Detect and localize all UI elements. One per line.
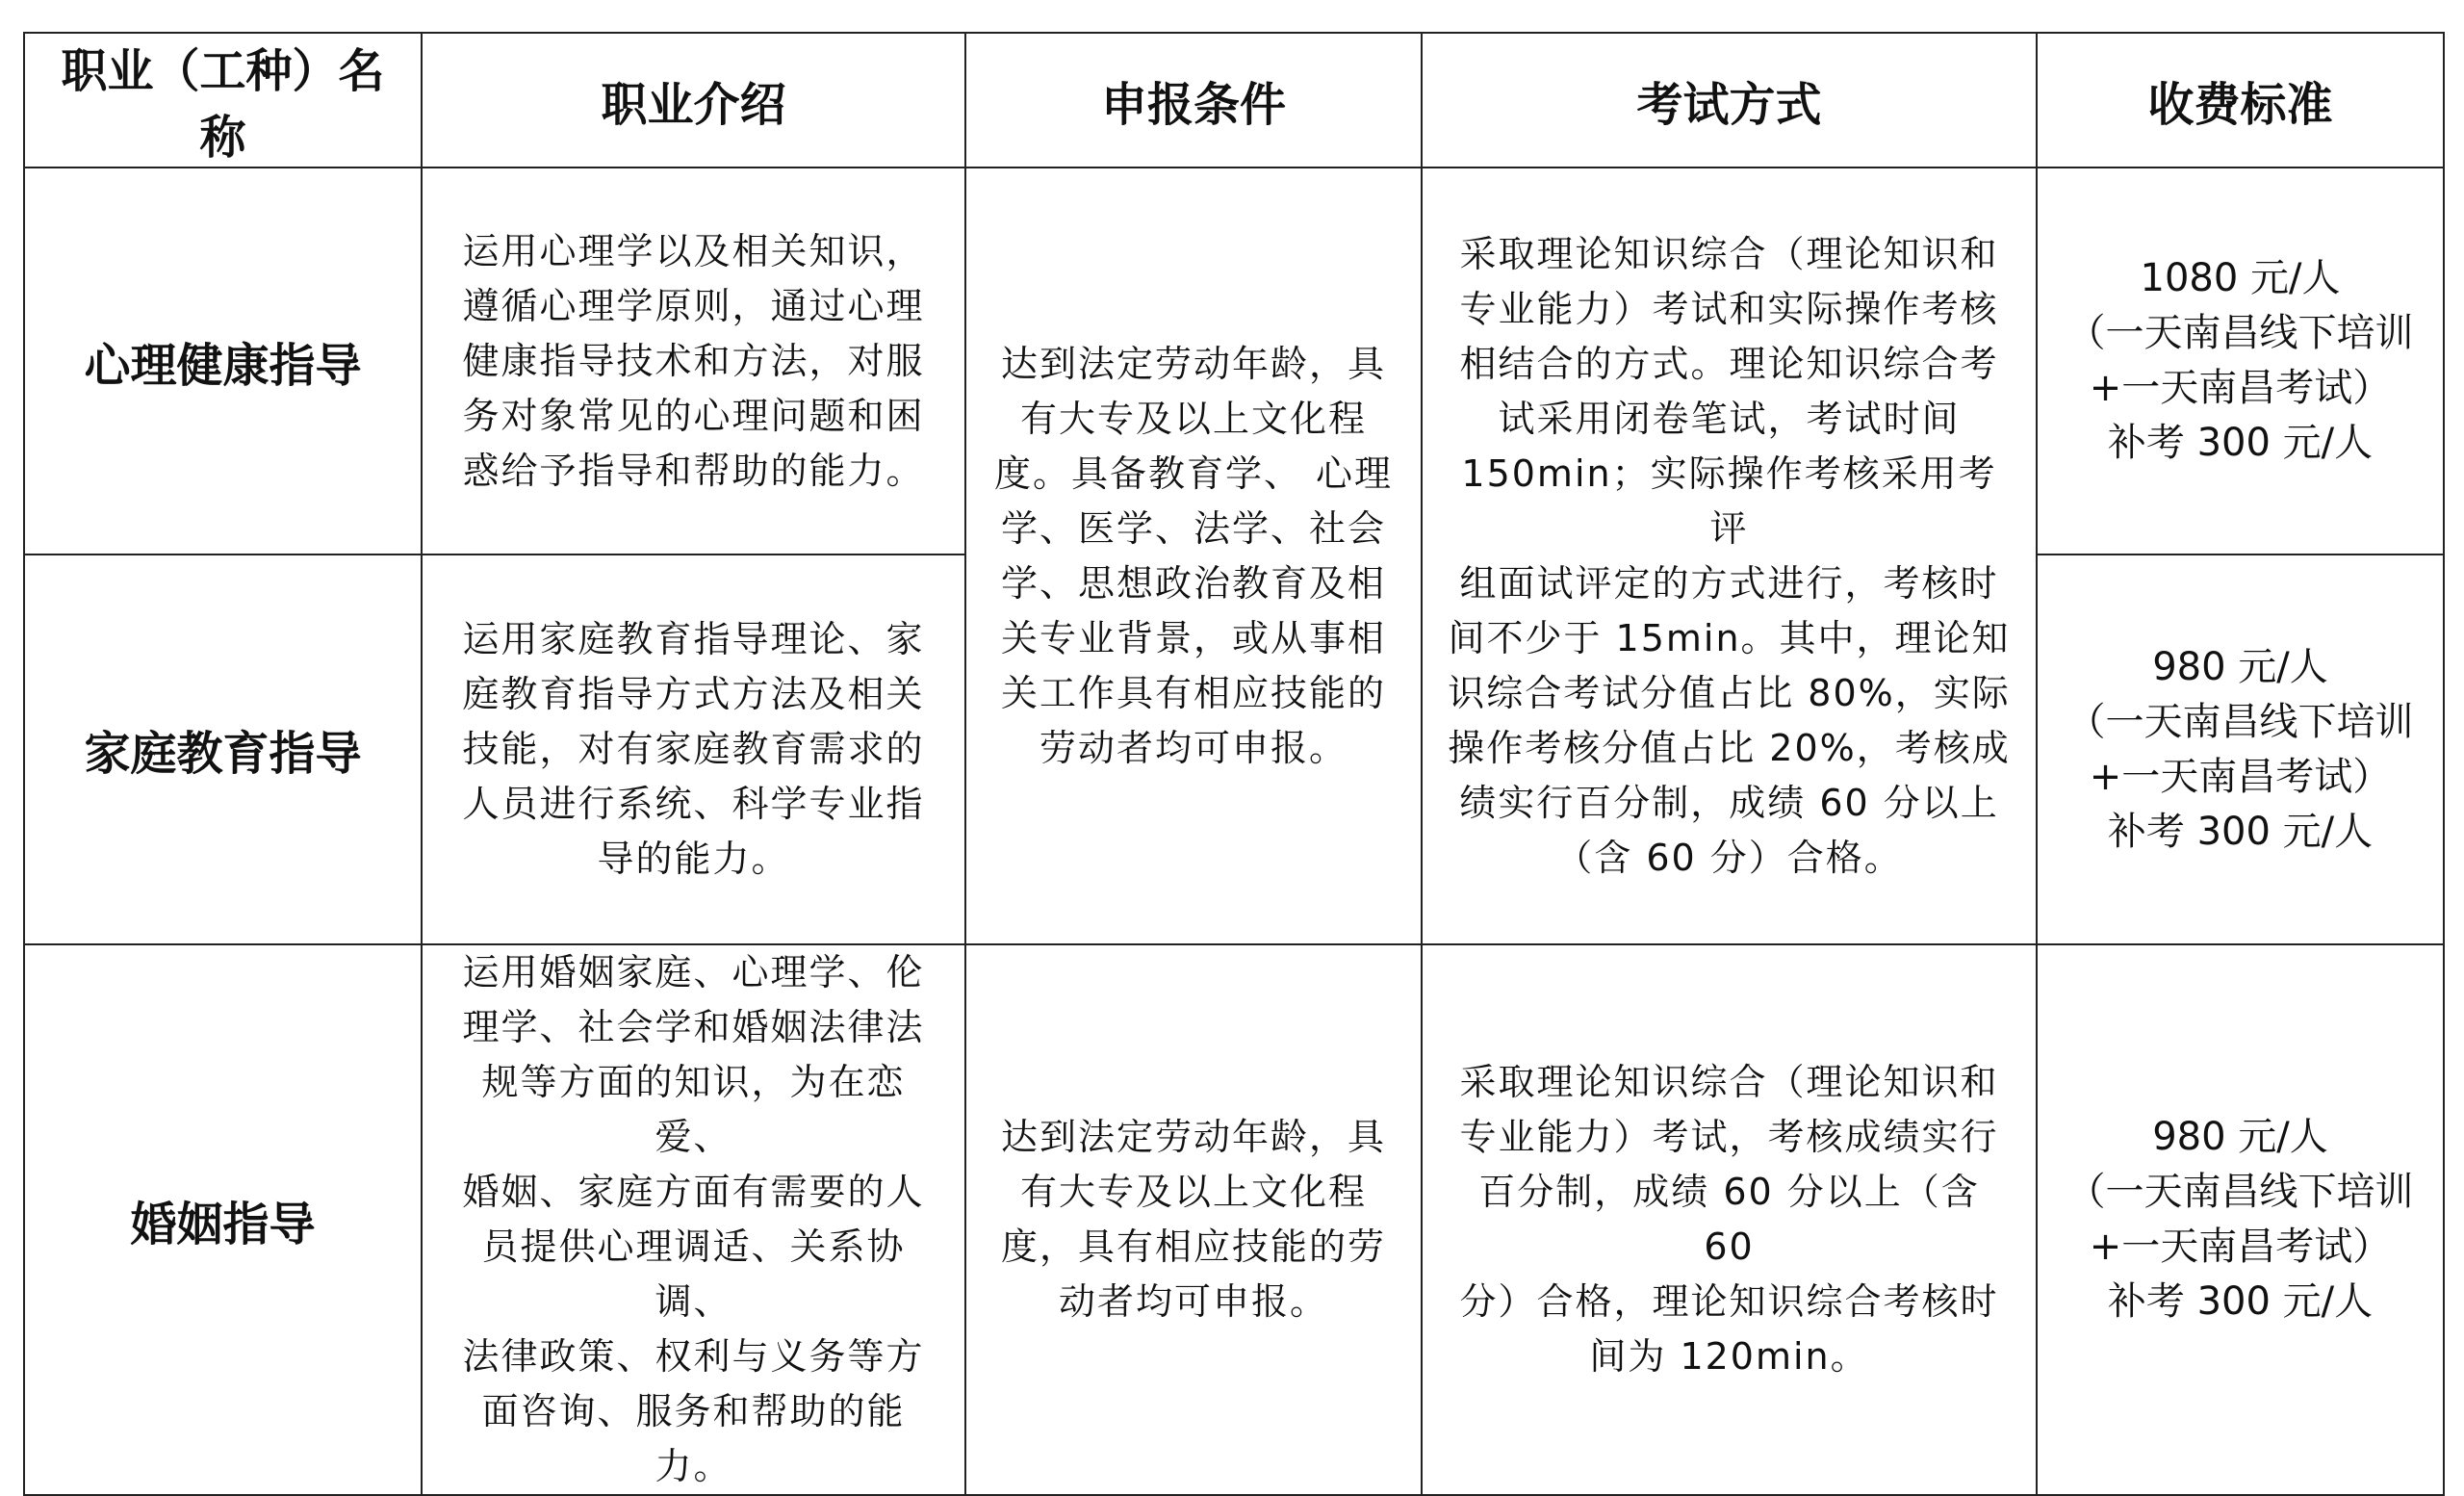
table-row xyxy=(24,168,2444,555)
text-line: 规等方面的知识，为在恋爱、 xyxy=(481,1061,906,1158)
text-line: 运用心理学以及相关知识， xyxy=(462,229,925,272)
text-line: 导的能力。 xyxy=(597,838,790,880)
text-line: 达到法定劳动年龄，具 xyxy=(1000,342,1386,385)
text-line: 度。具备教育学、 心理 xyxy=(993,451,1394,495)
text-line: 技能，对有家庭教育需求的 xyxy=(462,728,925,770)
text-line: 百分制，成绩 60 分以上（含 60 xyxy=(1478,1171,1980,1268)
text-line: 组面试评定的方式进行，考核时 xyxy=(1459,561,1999,605)
fee-note: +一天南昌考试） xyxy=(2089,366,2392,410)
table-row xyxy=(24,944,2444,1495)
fee-standard xyxy=(2037,944,2444,1495)
text-line: 150min；实际操作考核采用考评 xyxy=(1461,451,1997,550)
application-conditions-shared xyxy=(965,168,1422,944)
exam-method-shared xyxy=(1422,168,2037,944)
text-line: 采取理论知识综合（理论知识和 xyxy=(1459,232,1999,275)
text-line: 间为 120min。 xyxy=(1589,1335,1869,1378)
text-line: 法律政策、权利与义务等方 xyxy=(462,1335,925,1378)
fee-note: +一天南昌考试） xyxy=(2089,1225,2392,1269)
text-line: 识综合考试分值占比 80%，实际 xyxy=(1448,671,2011,714)
exam-method xyxy=(1422,944,2037,1495)
fee-note: （一天南昌线下培训 xyxy=(2066,699,2414,744)
text-line: 学、思想政治教育及相 xyxy=(1000,561,1386,605)
fee-note: （一天南昌线下培训 xyxy=(2066,311,2414,355)
text-line: （含 60 分）合格。 xyxy=(1555,836,1903,879)
fee-retake: 补考 300 元/人 xyxy=(2107,1279,2374,1324)
fee-retake: 补考 300 元/人 xyxy=(2107,421,2374,465)
header-occupation-name: 职业（工种）名称 xyxy=(24,33,422,168)
text-line: 间不少于 15min。其中，理论知 xyxy=(1448,616,2011,659)
text-line: 达到法定劳动年龄，具 xyxy=(1000,1116,1386,1158)
occupation-intro xyxy=(422,168,965,555)
occupation-name: 婚姻指导 xyxy=(24,944,422,1495)
text-line: 度，具有相应技能的劳 xyxy=(1000,1225,1386,1268)
text-line: 专业能力）考试和实际操作考核 xyxy=(1459,287,1999,330)
text-line: 关工作具有相应技能的 xyxy=(1000,671,1386,714)
text-line: 采取理论知识综合（理论知识和 xyxy=(1459,1061,1999,1103)
text-line: 关专业背景，或从事相 xyxy=(1000,616,1386,659)
occupation-intro xyxy=(422,555,965,944)
text-line: 运用家庭教育指导理论、家 xyxy=(462,618,925,660)
text-line: 相结合的方式。理论知识综合考 xyxy=(1459,342,1999,385)
text-line: 分）合格，理论知识综合考核时 xyxy=(1459,1280,1999,1323)
fee-note: +一天南昌考试） xyxy=(2089,754,2392,799)
text-line: 有大专及以上文化程 xyxy=(1019,1171,1367,1213)
fee-price: 980 元/人 xyxy=(2152,1115,2328,1159)
header-fee-standard: 收费标准 xyxy=(2037,33,2444,168)
text-line: 理学、社会学和婚姻法律法 xyxy=(462,1006,925,1048)
header-occupation-intro: 职业介绍 xyxy=(422,33,965,168)
occupation-name: 家庭教育指导 xyxy=(24,555,422,944)
text-line: 婚姻、家庭方面有需要的人 xyxy=(462,1171,925,1213)
fee-price: 980 元/人 xyxy=(2152,644,2328,689)
text-line: 面咨询、服务和帮助的能力。 xyxy=(481,1390,906,1487)
text-line: 动者均可申报。 xyxy=(1058,1280,1328,1323)
text-line: 务对象常见的心理问题和困 xyxy=(462,394,925,437)
fee-retake: 补考 300 元/人 xyxy=(2107,809,2374,854)
text-line: 操作考核分值占比 20%，考核成 xyxy=(1448,726,2011,769)
text-line: 员提供心理调适、关系协调、 xyxy=(481,1225,906,1323)
text-line: 惑给予指导和帮助的能力。 xyxy=(462,449,925,492)
text-line: 绩实行百分制，成绩 60 分以上 xyxy=(1459,781,1999,824)
fee-price: 1080 元/人 xyxy=(2140,256,2341,300)
text-line: 劳动者均可申报。 xyxy=(1039,726,1348,769)
text-line: 遵循心理学原则，通过心理 xyxy=(462,284,925,327)
application-conditions xyxy=(965,944,1422,1495)
text-line: 有大专及以上文化程 xyxy=(1019,397,1367,440)
fee-note: （一天南昌线下培训 xyxy=(2066,1170,2414,1214)
fee-standard xyxy=(2037,168,2444,555)
text-line: 运用婚姻家庭、心理学、伦 xyxy=(462,951,925,993)
text-line: 庭教育指导方式方法及相关 xyxy=(462,673,925,715)
text-line: 健康指导技术和方法，对服 xyxy=(462,339,925,382)
occupation-name: 心理健康指导 xyxy=(24,168,422,555)
header-exam-method: 考试方式 xyxy=(1422,33,2037,168)
text-line: 试采用闭卷笔试，考试时间 xyxy=(1498,397,1961,440)
occupation-table xyxy=(23,32,2445,1496)
text-line: 人员进行系统、科学专业指 xyxy=(462,783,925,825)
table-header-row xyxy=(24,33,2444,168)
header-application-conditions: 申报条件 xyxy=(965,33,1422,168)
text-line: 学、医学、法学、社会 xyxy=(1000,506,1386,550)
text-line: 专业能力）考试，考核成绩实行 xyxy=(1459,1116,1999,1158)
occupation-intro xyxy=(422,944,965,1495)
fee-standard xyxy=(2037,555,2444,944)
